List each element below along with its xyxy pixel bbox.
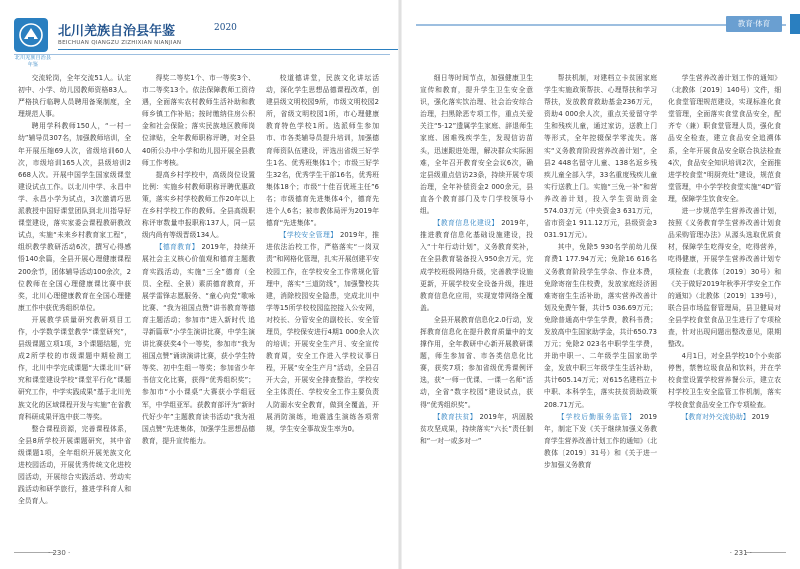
page-number-right: · 231 · (729, 549, 752, 557)
paragraph: 进一步规范学生营养改善计划，按照《义务教育学生营养改善计划食品采购管理办法》从源头选取优质食材，保障学生吃得安全，吃得营养，吃得健康，开展学生营养改善计划专项检查（北教体〔2019〕30号）和《关于做好2019年秋季开学安全工作的通知》（北教体〔2019〕139号），联合县市场监督管理局，县卫健局对全县学校食堂食品卫生进行了专项检查，针对出现问题出整改意见，限期整改。 (668, 207, 781, 349)
subsection-heading: 【教育扶贫】 (433, 412, 477, 421)
yearbook-year: 2020 (214, 23, 237, 33)
section-corner-tab (790, 14, 800, 34)
yearbook-title: 北川羌族自治县年鉴 (58, 24, 176, 39)
paragraph: 【教育信息化建设】 2019年，推进教育信息化基础设施建设，投入“十年行动计划”，义务教育奖补，在全县教育装备投入950余万元，完成学校班级网络升级，完善教学设施更新，开展学校安全设备升级，推进教育信息化应用，实现宽带网络全覆盖。 (420, 219, 533, 312)
logo-caption: 北川羌族自治县年鉴 (14, 55, 52, 68)
subsection-heading: 【德育教育】 (155, 243, 199, 252)
paragraph: 其中，免除5 930名学前幼儿保育费1 177.94万元；免除16 616名义务教育阶段学生学杂、作业本费，免除寄宿生住校费，发放家庭经济困难寄宿生生活补助，落实营养改善计划及免费午餐，共计5 036.69万元；免除普通高中学生学费，教科书费；发放高中生国家助学金，共计650.73万元；免除2 023名中职学生学费，并助中职一、二年级学生国家助学金，发放中职三年级学生生活补助，共计605.14万元；对615名建档立卡中职、本科学生，落实扶贫资助政策208.71万元。 (544, 243, 657, 409)
right-page (400, 0, 800, 569)
paragraph: 【教育扶贫】 2019年，巩固脱贫攻坚成果，持续落实“六长”责任制和“一对一或多对一” (420, 412, 533, 445)
paragraph: 学生营养改善计划工作的通知》（北教体〔2019〕140号）文件，细化食堂管理规范建设，实现标准化食堂管理，全面落实食堂食品安全，配齐专（兼）职食堂管理人员，强化食品安全检查，建立食品安全追溯体系，全年开展食品安全联合执法检查4次，食品安全知识培训2次，全面推进学校食堂“明厨亮灶”建设，规范食堂管理，中小学学校食堂实施“4D”管理，保障学生饮食安全。 (668, 74, 781, 203)
paragraph: 校道德讲堂，民族文化讲坛活动，深化学生思想品德课程改革，创建县级文明校园9所，市级文明校园2所，省级文明校园1所，市心理健康教育特色学校1所。选派师生参加市、市各类辅导员提升培训，加强德育师资队伍建设，评选出省级三好学生1名、优秀班集体1个；市级三好学生32名，优秀学生干部16名，优秀班集体18个；市级“十佳百优班主任”6名；市级德育先进集体4个，德育先进个人6名；被市教体局评为2019年德育“先进集体”。 (266, 74, 379, 228)
yearbook-pinyin: BEICHUAN QIANGZU ZIZHIXIAN NIANJIAN (58, 40, 182, 46)
paragraph: 聘用学科教师150人，“一村一幼”辅导员307名，加强教师培训，全年开展压缩69人次，省级培训60人次，市级培训165人次，县级培训2 668人次。开展中国学生国家级课堂建设试点工作。以北川中学、永昌中学、永昌小学为试点，3次邀请巧思派教授中国好课堂团队到北川指导好课堂建设，落实家委会课程教研教改试点，实施“未来乡村教育家工程”，组织教学教研活动6次，撰写心得感悟140余篇，全县开展心理健康课程200余节，团体辅导活动100余次，2位教师在全国心理健康课比赛中获奖，北川心理健康教育在全国心理健康工作中获优秀组织单位。 (18, 122, 131, 312)
text-column-5 (544, 72, 657, 542)
text-column-1 (18, 72, 131, 542)
paragraph: 细日等时间节点，加强健康卫生宣传和教育，提升学生卫生安全意识，强化落实饮治理、社会治安综合治理，扫黑除恶专项工作，重点关爱关注“5·12”遗属学生家庭、辞退师生家庭、困难残疾学生，发现信访苗头，迅速跟进处理，解决群众实际困难，全年召开教育安全会议6次，确定县级重点信访23条，持续开展专项治理，全年补偿资金2 000余元，县直各个教育部门及专门学校领导小组。 (420, 74, 533, 216)
yearbook-logo-icon (14, 18, 48, 52)
subsection-heading: 【教育信息化建设】 (433, 219, 499, 228)
paragraph: 交流轮岗，全年交流51人。认定初中、小学、幼儿园教师资格83人。严格执行临聘人员聘用备案制度，全理规范人事。 (18, 74, 131, 119)
paragraph: 提高乡村学校中，高级岗位设置比例：实施乡村教师职称评聘优惠政策，落实乡村学校教师工作20年以上在乡村学校工作的教师。全县高级职称评审数量申报职称137人，同一层级内尚有等级晋级134人。 (142, 170, 255, 240)
header-rule (58, 49, 398, 50)
paragraph: 整合课程资源，完善课程体系，全县8所学校开展课题研究，其中省级课题1项，全年组织开展羌族文化进校园活动，开展优秀传统文化进校园活动，开展综合实践活动、劳动实践活动和研学旅行，推进学科育人和全员育人。 (18, 424, 131, 506)
subsection-heading: 【学校安全管理】 (279, 231, 338, 240)
subsection-heading: 【学校后勤服务监管】 (557, 412, 637, 421)
text-column-2 (142, 72, 255, 542)
page-number-rule (746, 552, 786, 553)
text-column-6 (668, 72, 781, 542)
paragraph: 全县开展教育信息化2.0行动，发挥教育信息化在提升教育质量中的支撑作用，全年教研中心新开展教研课题，师生参加省、市各类信息化比赛，获奖7项；参加省级优秀课例评选，获“一师一优课、一课一名师”活动，全省“数字校园”建设试点，获得“优秀组织奖”。 (420, 315, 533, 409)
header-divider (14, 54, 390, 55)
page-number-left: · 230 · (48, 549, 71, 557)
section-tag: 教育·体育 (726, 16, 782, 32)
paragraph: 【教育对外交流协助】 2019 (681, 412, 770, 421)
paragraph: 【学校安全管理】 2019年，推进依法治校工作，严格落实“一岗双责”和网格化管理，扎实开展创建平安校园工作，在学校安全工作常规化管理中，落实“三道防线”，加强警校共建，消除校园安全隐患，完成北川中学等15所学校校园监控接入公安网，对校长、分管安全的副校长、安全管理员，学校保安进行4期1 000余人次的培训；开展安全生产月、安全宣传教育周，安全工作进入学校议事日程，开展“安全生产月”活动，全县召开大会，开展安全排查整治，学校安全主体责任、学校安全工作主要负责人防溺水安全教育，做到全覆盖，开展消防演练，地震逃生演练各项常规，学生安全事故发生率为0。 (266, 231, 379, 433)
paragraph: 帮扶机制，对建档立卡贫困家庭学生实施政策帮扶、心理帮扶和学习帮扶，发放教育救助基金236万元，资助4 000余人次，重点关爱留守学生和残疾儿童，通过家访，送教上门等形式，全年控辍保学零流失。落实“义务教育阶段营养改善计划”，全县2 448名留守儿童、138名返乡残疾儿童全部入学，33名重度残疾儿童实行送教上门。实施“三免一补”和营养改善计划，投入学生资助资金574.03万元（中央资金3 631万元，省市资金1 911.12万元，县级资金3 031.91万元）。 (544, 74, 657, 240)
page-header (14, 18, 394, 68)
paragraph: 【学校后勤服务监管】 2019年，制定下发《关于继续加强义务教育学生营养改善计划工作的通知》（北教体〔2019〕31号）和《关于进一步加强义务教育 (544, 412, 657, 469)
paragraph: 得奖二等奖1个、市一等奖3个、市二等奖13个。依法保障教师工资待遇，全面落实农村教师生活补助和教师乡镇工作补贴；按时缴纳住房公积金和社会保险；落实民族地区教师岗位津贴，全年教师职称评聘，对全县40所公办中小学和幼儿园开展全县教师工作考核。 (142, 74, 255, 167)
paragraph: 【德育教育】 2019年，持续开展社会主义核心价值观和德育主题教育实践活动，实施“三全”德育（全员、全程、全景）素质德育教育，开展学雷锋志愿服务、“童心向党”歌咏比赛、“我为祖国点赞”讲书教育等德育主题活动；参加市“进入新时代 追寻新篇章”小学生演讲比赛，中学生演讲比赛获奖4个一等奖，参加市“我为祖国点赞”诵读演讲比赛，获小学生特等奖、初中生组一等奖；参加省少年书信文化比赛，获得“优秀组织奖”；参加市“小小课桌”大赛获小学组冠军，中学组亚军。获教育部评为“新时代好少年”主题教育读书活动“我为祖国点赞”先进集体，加强学生思想品德教育，提升宣传能力。 (142, 243, 255, 445)
text-column-4 (420, 72, 533, 542)
text-column-3 (266, 72, 379, 542)
paragraph: 4月1日，对全县学校10个小卖部停售，禁售垃圾食品和饮料，并在学校食堂设置学校营养餐公示，建立农村学校卫生安全监管工作机制，落实学校食堂食品安全工作专项检查。 (668, 352, 781, 409)
subsection-heading: 【教育对外交流协助】 (681, 412, 750, 421)
paragraph: 开展教学质量研究教研项目工作，小学数学课堂教学“课堂研究”，县级课题立项1项，3个课题结题，完成2所学校的市级课题中期检测工作，北川中学完成课题“大课北川”研究和课堂建设学校“课堂平行化”课题研究工作，中学实践成果“基于北川羌族文化的区域课程开发与实施”在省教育科研成果评选中获二等奖。 (18, 315, 131, 421)
